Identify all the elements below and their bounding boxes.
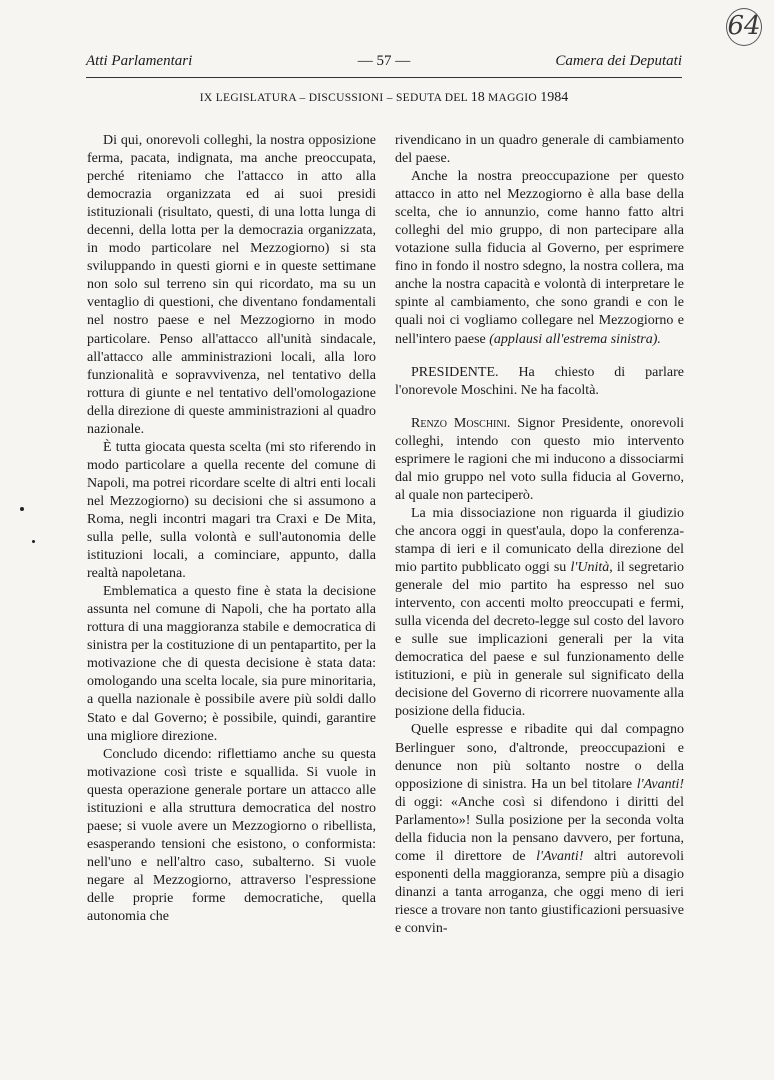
applause-note: (applausi all'estrema sinistra).: [489, 331, 661, 347]
scan-speck: [20, 507, 24, 511]
paragraph-text: La mia dissociazione non riguarda il giudizio che ancora oggi in quest'aula, dopo la conferenza-stampa di ieri e il comunicato della direzione del mio partito pubblicato oggi su: [395, 505, 684, 576]
paragraph-text: Quelle espresse e ribadite qui dal compagno Berlinguer sono, d'altronde, preoccupazioni e denunce non più soltanto nostre o della opposizione di sinistra. Ha un bel titolare: [395, 722, 684, 792]
scan-speck: [32, 540, 35, 543]
paragraph: È tutta giocata questa scelta (mi sto riferendo in modo particolare a quella recente del comune di Napoli, ma potrei ricordare scelte di altri enti locali nel Mezzogiorno) su decisioni che si assumono a Roma, negli incontri magari tra Craxi e De Mita, sulla pelle, sulla volontà e sull'autonomia delle istituzioni locali, a cominciare, appunto, dalla realtà napoletana.: [87, 439, 376, 582]
paragraph: Di qui, onorevoli colleghi, la nostra opposizione ferma, pacata, indignata, ma anche preoccupata, perché riteniamo che l'attacco in atto alla democrazia organizzata ed ai suoi presidi istituzionali (risultato, questi, di una lotta lunga di decenni, della lotta per la democrazia organizzata, in modo particolare nel Mezzogiorno) si sta sviluppando in questi giorni e in queste settimane non solo sul terreno sin qui ricordato, ma su un ventaglio di questioni, che diventano fondamentali nel nostro paese e nel Mezzogiorno in modo particolare. Penso all'attacco all'unità sindacale, all'attacco alle amministrazioni locali, alla loro funzionalità e sopravvivenza, nel tentativo della rottura di giunte e nel tentativo dell'omologazione della direzione di queste amministrazioni al quadro nazionale.: [87, 133, 376, 437]
subheader-month: MAGGIO: [487, 92, 538, 104]
newspaper-title: l'Unità: [570, 560, 610, 576]
header-page-number: — 57 —: [357, 53, 411, 69]
newspaper-title: l'Avanti!: [536, 848, 584, 864]
paragraph: [395, 721, 684, 938]
header-rule: [86, 77, 682, 78]
paragraph: rivendicano in un quadro generale di cambiamento del paese.: [395, 133, 684, 167]
paragraph-text: Signor Presidente, onorevoli colleghi, intendo con questo mio intervento esprimere le ragioni che mi inducono a dissociarmi dal mio gruppo nel voto sulla fiducia al Governo, al quale non parteciperò.: [395, 415, 684, 503]
paragraph: Concludo dicendo: riflettiamo anche su questa motivazione così triste e squallida. Si vuole in questa operazione generale portare un attacco alle istituzioni e alla struttura democratica del nostro paese; si vuole avere un Mezzogiorno o ribellista, esasperando tensioni che esistono, o conformista: nell'uno e nell'altro caso, subalterno. Si vuole negare al Mezzogiorno, attraverso l'espressione delle proprie forme democratiche, quella autonomia che: [87, 746, 376, 925]
handwritten-page-number: 64: [724, 4, 764, 48]
subheader-day: 18: [470, 90, 485, 105]
paragraph-text: di oggi: «Anche così si difendono i diritti del Parlamento»! Sulla posizione per la seconda volta della fiducia non la pensano davvero, per fortuna, come il direttore de: [395, 794, 684, 864]
speaker-name: Renzo Moschini.: [411, 415, 511, 431]
header-left: Atti Parlamentari: [86, 53, 193, 69]
subheader-year: 1984: [540, 90, 569, 105]
paragraph: [395, 168, 684, 348]
session-subheader: [86, 88, 682, 108]
subheader-text: IX LEGISLATURA – DISCUSSIONI – SEDUTA DEL: [199, 92, 468, 104]
left-column: [87, 132, 376, 926]
paragraph-text: altri autorevoli esponenti della maggioranza, sempre più a disagio dinanzi a tanta arroganza, che oggi meno di ieri riesce a trovare non tanto giustificazioni persuasive e convin-: [395, 848, 685, 936]
paragraph: Emblematica a questo fine è stata la decisione assunta nel comune di Napoli, che ha portato alla rottura di una maggioranza stabile e democratica di sinistra per la costituzione di un pentapartito, per la motivazione che di questa decisione è stata data: omologando una scelta locale, sia pure minoritaria, a quella nazionale è possibile avere più soldi dallo Stato e dal Governo; è possibile, quindi, garantire una migliore direzione.: [87, 584, 376, 744]
paragraph: [395, 415, 684, 505]
president-line: PRESIDENTE. Ha chiesto di parlare l'onorevole Moschini. Ne ha facoltà.: [395, 364, 684, 398]
newspaper-title: l'Avanti!: [636, 776, 685, 792]
paragraph: [395, 505, 684, 722]
header-right: Camera dei Deputati: [555, 53, 682, 69]
paragraph-text: , il segretario generale del mio partito ha espresso nel suo intervento, con accenti molto preoccupati e fermi, sulla vicenda del decreto-legge sul costo del lavoro e sulle sue implicazioni generali per la vita democratica del paese e sul funzionamento delle istituzioni, e più in generale sul significato della decisione del Governo di ricorrere nuovamente alla posizione della fiducia.: [395, 560, 684, 720]
right-column: [395, 132, 684, 938]
paragraph-text: Anche la nostra preoccupazione per questo attacco in atto nel Mezzogiorno è alla base della scelta, che io annunzio, come hanno fatto altri colleghi del mio gruppo, di non partecipare alla votazione sulla fiducia al Governo, per esprimere fino in fondo il nostro sdegno, la nostra collera, ma anche la nostra capacità e volontà di interpretare le spinte al cambiamento, che sono grandi e con le quali noi ci vogliamo collegare nel Mezzogiorno e nell'intero paese: [395, 169, 684, 347]
page-header: [86, 50, 682, 72]
